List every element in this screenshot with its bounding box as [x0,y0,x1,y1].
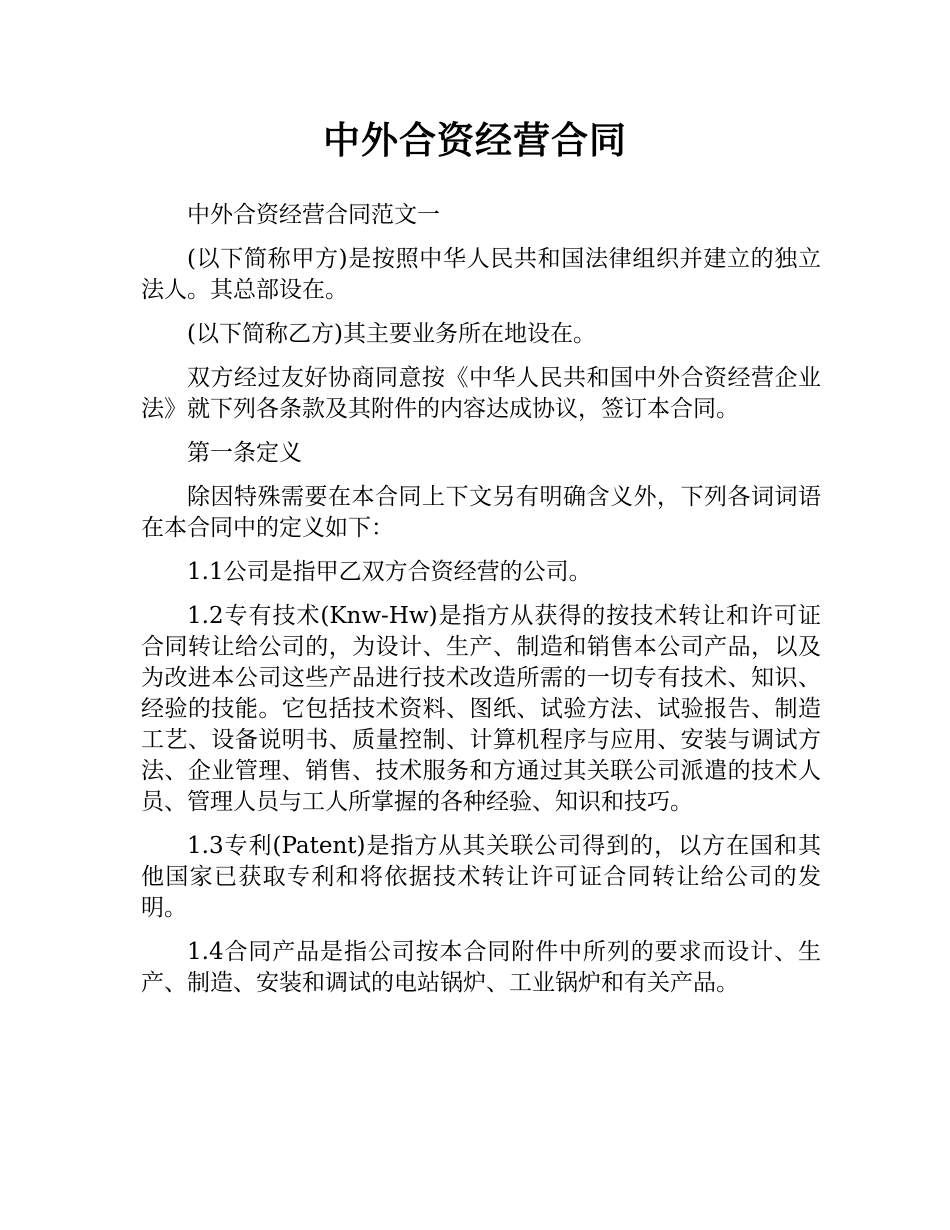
paragraph-agreement: 双方经过友好协商同意按《中华人民共和国中外合资经营企业法》就下列各条款及其附件的内容达成协议，签订本合同。 [141,365,821,422]
paragraph-party-b: (以下简称乙方)其主要业务所在地设在。 [187,321,596,347]
paragraph-definition-1-2: 1.2专有技术(Knw-Hw)是指方从获得的按技术转让和许可证合同转让给公司的，为设计、生产、制造和销售本公司产品，以及为改进本公司这些产品进行技术改造所需的一切专有技术、知识、经验的技能。它包括技术资料、图纸、试验方法、试验报告、制造工艺、设备说明书、质量控制、计算机程序与应用、安装与调试方法、企业管理、销售、技术服务和方通过其关联公司派遣的技术人员、管理人员与工人所掌握的各种经验、知识和技巧。 [141,603,821,815]
paragraph-party-a: (以下简称甲方)是按照中华人民共和国法律组织并建立的独立法人。其总部设在。 [141,246,821,303]
paragraph-definition-1-1: 1.1公司是指甲乙双方合资经营的公司。 [187,559,592,585]
document-title: 中外合资经营合同 [323,119,627,162]
paragraph-definitions-intro: 除因特殊需要在本合同上下文另有明确含义外，下列各词词语在本合同中的定义如下： [141,484,821,541]
paragraph-definition-1-3: 1.3专利(Patent)是指方从其关联公司得到的，以方在国和其他国家已获取专利和将依据技术转让许可证合同转让给公司的发明。 [141,833,821,921]
document-body [141,200,821,1012]
paragraph-definition-1-4: 1.4合同产品是指公司按本合同附件中所列的要求而设计、生产、制造、安装和调试的电站锅炉、工业锅炉和有关产品。 [141,939,821,996]
paragraph-heading-sample: 中外合资经营合同范文一 [187,202,440,228]
paragraph-article-one-heading: 第一条定义 [187,440,302,466]
